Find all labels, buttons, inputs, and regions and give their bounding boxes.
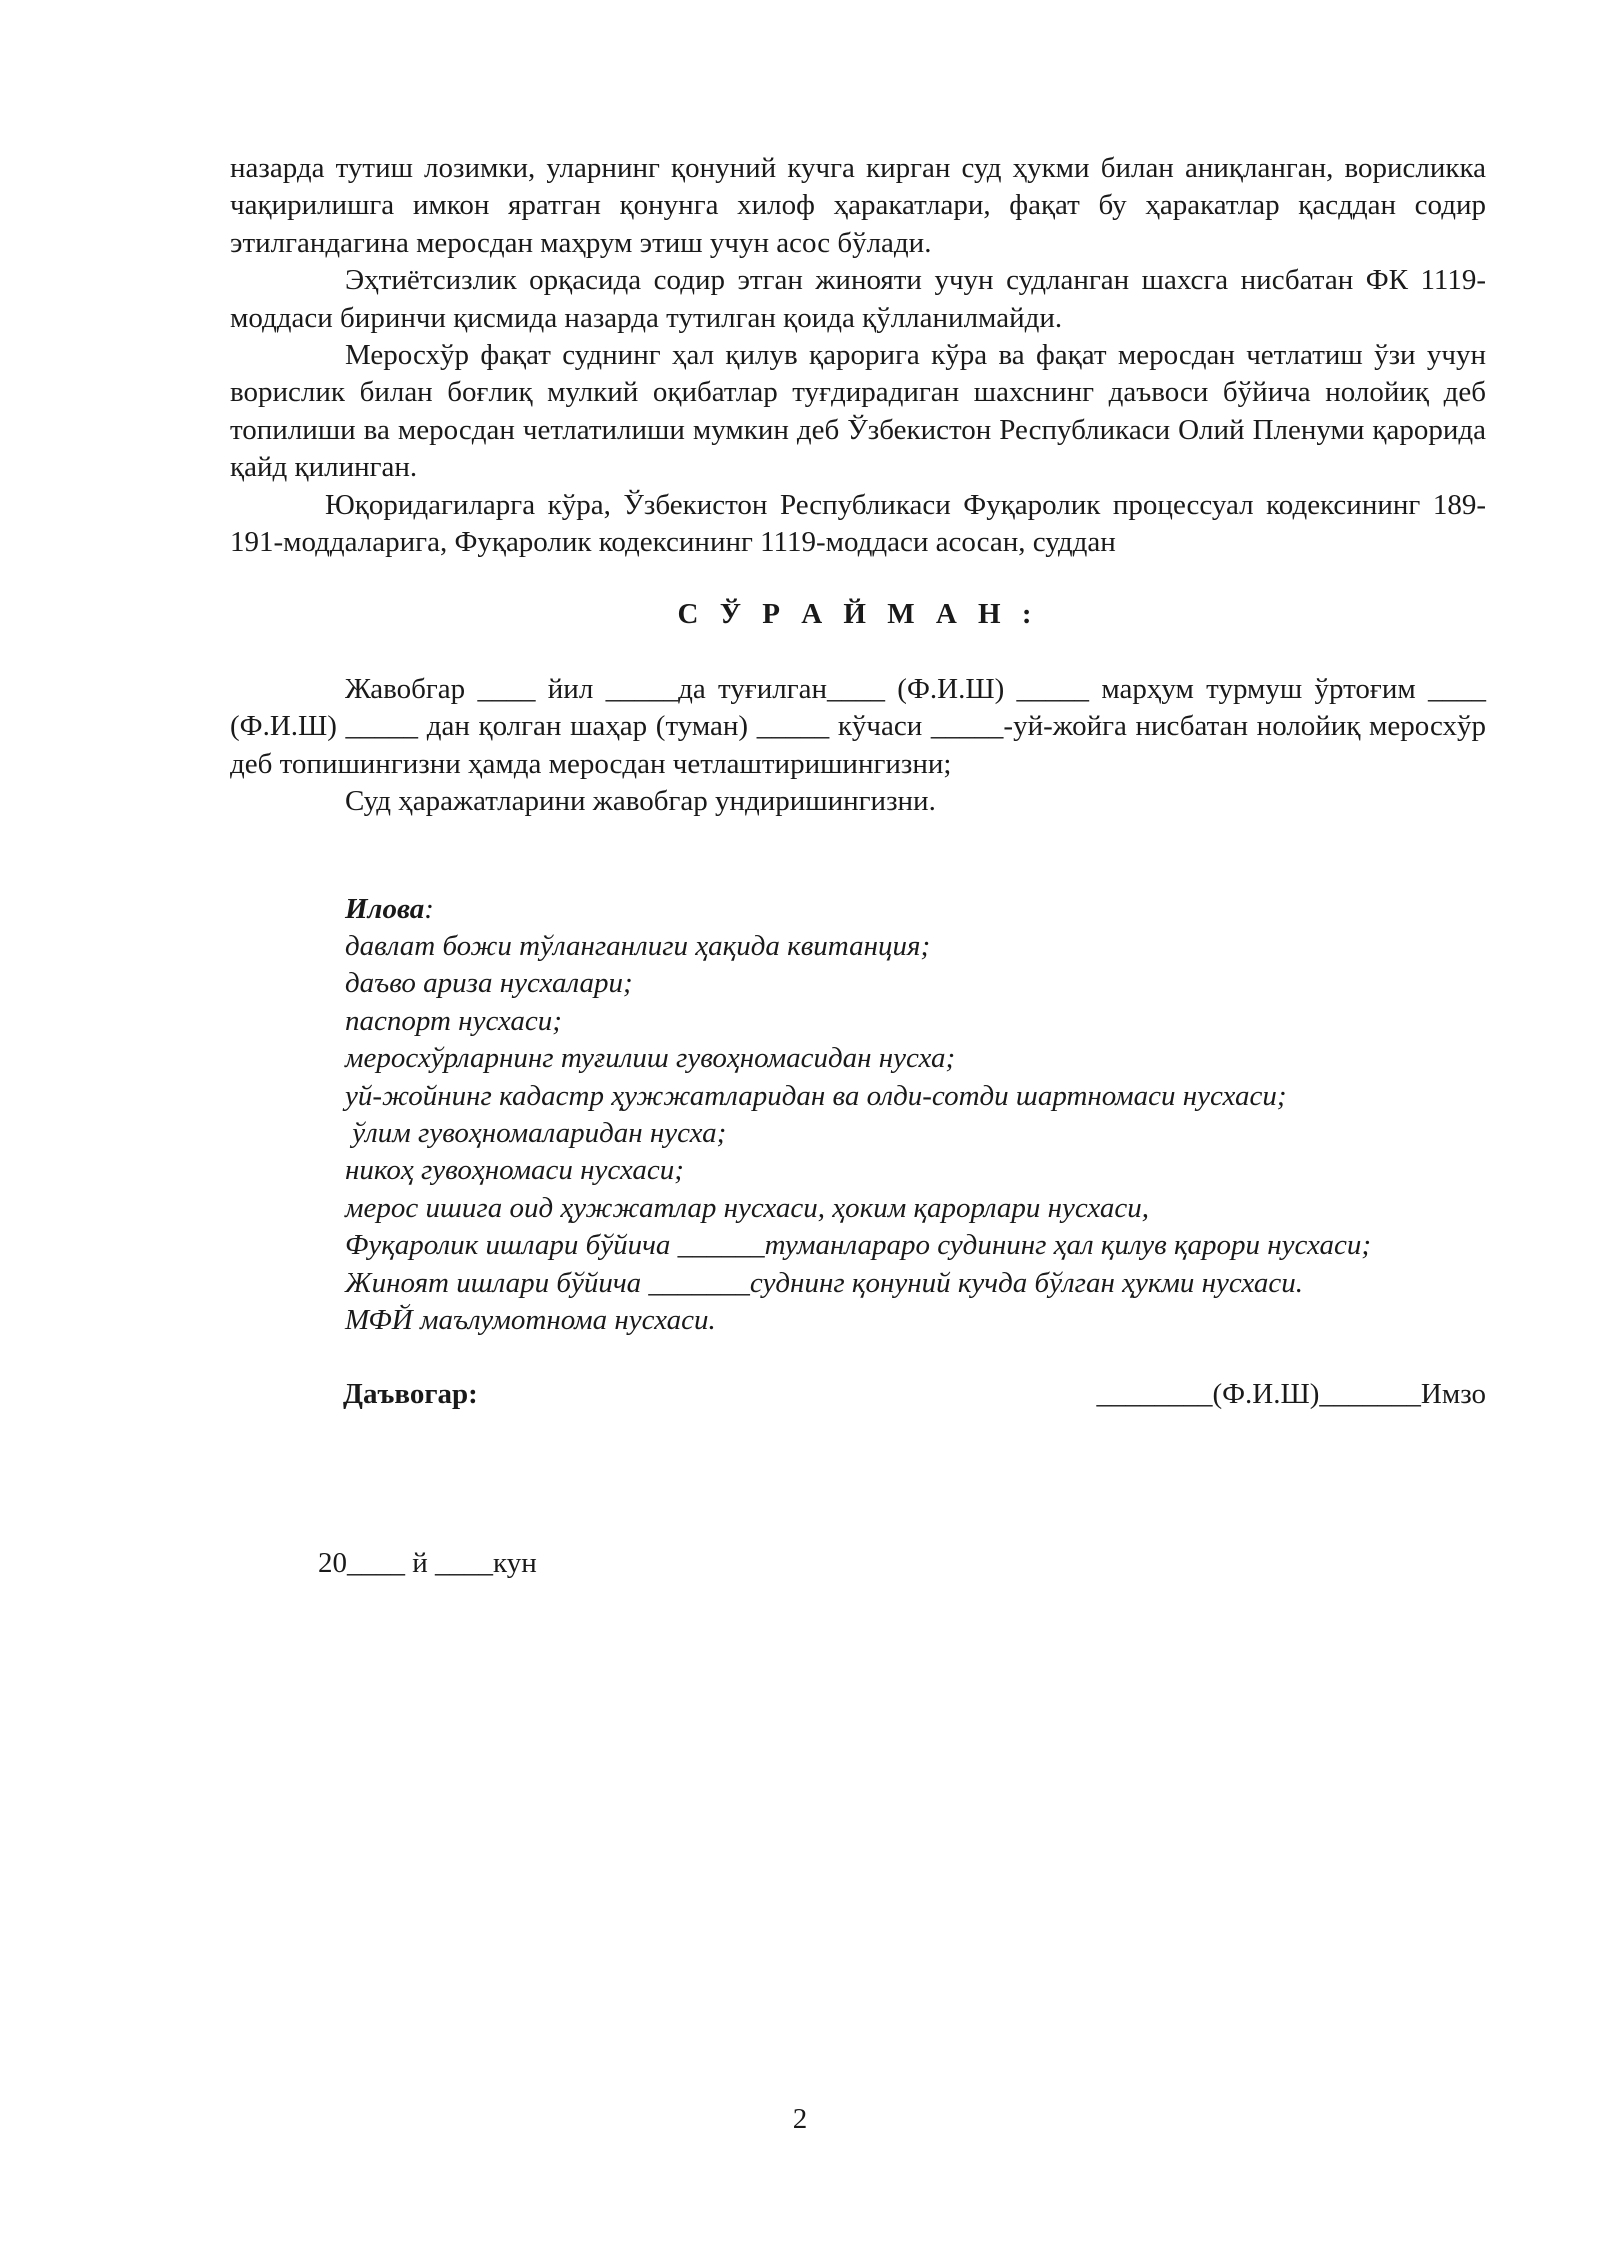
annex-heading xyxy=(230,891,1486,928)
paragraph-negligence: Эҳтиётсизлик орқасида содир этган жинояти учун судланган шахсга нисбатан ФК 1119-моддаси биринчи қисмида назарда тутилган қоида қўлланилмайди. xyxy=(230,264,1486,334)
paragraph-grounds: назарда тутиш лозимки, уларнинг қонуний кучга кирган суд ҳукми билан аниқланган, ворисликка чақирилишга имкон яратган қонунга хилоф ҳаракатлари, фақат бу ҳаракатлар қасддан содир этилгандагина меросдан маҳрум этиш учун асос бўлади. xyxy=(230,152,1486,259)
signature-row xyxy=(230,1376,1486,1414)
annex-item-criminal-verdict: Жиноят ишлари бўйича _______суднинг қонуний кучда бўлган ҳукми нусхаси. xyxy=(345,1266,1304,1299)
annex-colon: : xyxy=(424,892,434,925)
date-line: 20____ й ____кун xyxy=(318,1547,537,1579)
request-item-unworthy-heir: Жавобгар ____ йил _____да туғилган____ (Ф.И.Ш) _____ марҳум турмуш ўртоғим ____ (Ф.И.Ш) _____ дан қолган шаҳар (туман) _____ кўчаси _____-уй-жойга нисбатан нолойиқ меросхўр деб топишингизни ҳамда меросдан четлаштиришингизни; xyxy=(230,672,1486,780)
paragraph-legal-basis: Юқоридагиларга кўра, Ўзбекистон Республикаси Фуқаролик процессуал кодексининг 189-191-моддаларига, Фуқаролик кодексининг 1119-моддаси асосан, суддан xyxy=(230,488,1486,559)
annex-item: ўлим гувоҳномаларидан нусха; xyxy=(345,1116,727,1149)
signature-line: ________(Ф.И.Ш)_______Имзо xyxy=(1096,1378,1486,1411)
annex-item: меросхўрларнинг туғилиш гувоҳномасидан нусха; xyxy=(345,1042,956,1075)
annex-item: никоҳ гувоҳномаси нусхаси; xyxy=(345,1154,684,1187)
annex-item: паспорт нусхаси; xyxy=(345,1004,562,1037)
page-number: 2 xyxy=(792,2103,808,2135)
paragraph-plenum: Меросхўр фақат суднинг ҳал қилув қарорига кўра ва фақат меросдан четлатиш ўзи учун ворислик билан боғлиқ мулкий оқибатлар туғдирадиган шахснинг даъвоси бўйича нолойиқ деб топилиши ва меросдан четлатилиши мумкин деб Ўзбекистон Республикаси Олий Пленуми қарорида қайд қилинган. xyxy=(230,339,1486,484)
document-page xyxy=(230,150,1486,1414)
plaintiff-label: Даъвогар: xyxy=(343,1378,478,1411)
annex-section xyxy=(230,891,1486,1340)
annex-item: уй-жойнинг кадастр ҳужжатларидан ва олди-сотди шартномаси нусхаси; xyxy=(345,1079,1287,1112)
annex-item-civil-decision: Фуқаролик ишлари бўйича ______туманлараро судининг ҳал қилув қарори нусхаси; xyxy=(345,1229,1372,1262)
annex-item: давлат божи тўланганлиги ҳақида квитанция; xyxy=(345,929,931,962)
annex-item: даъво ариза нусхалари; xyxy=(345,967,633,1000)
annex-item: мерос ишига оид ҳужжатлар нусхаси, ҳоким қарорлари нусхаси, xyxy=(345,1191,1150,1224)
annex-title: Илова xyxy=(345,892,425,925)
request-item-court-costs: Суд ҳаражатларини жавобгар ундиришингизни. xyxy=(345,785,936,818)
request-heading: С Ў Р А Й М А Н : xyxy=(677,598,1039,631)
annex-item-mfy-reference: МФЙ маълумотнома нусхаси. xyxy=(345,1303,716,1336)
